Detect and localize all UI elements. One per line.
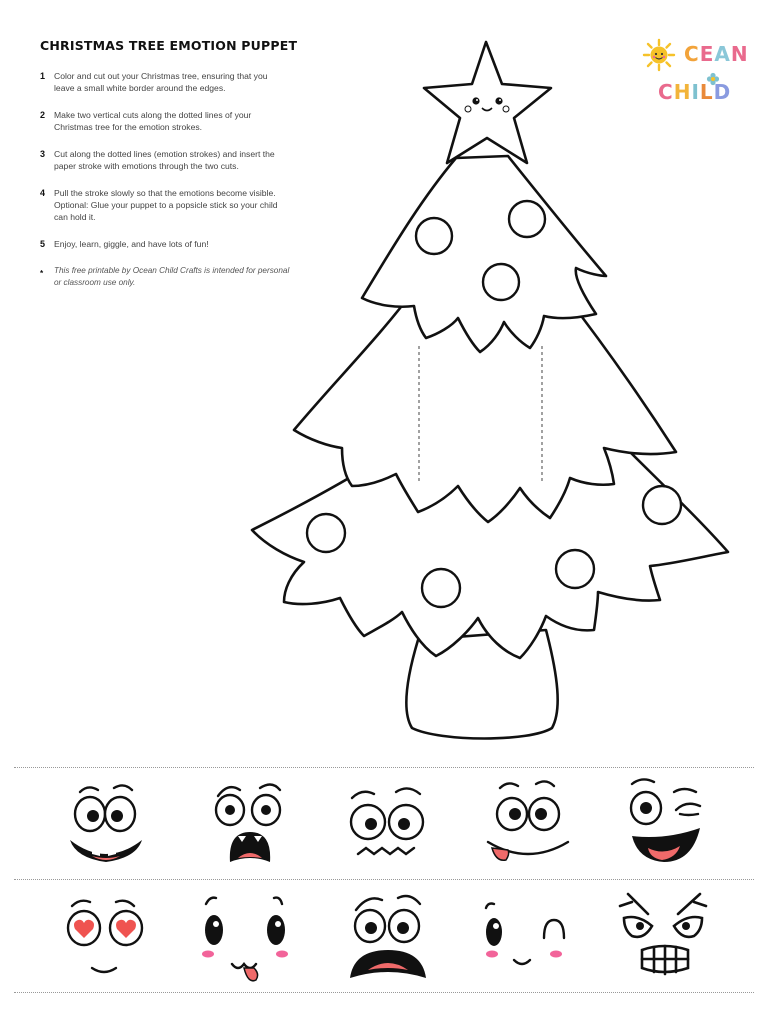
- step-text: Color and cut out your Christmas tree, ensuring that you leave a small white border around the edges.: [54, 71, 268, 93]
- face-wink-laugh: [618, 770, 718, 874]
- logo-letter: L: [699, 80, 714, 104]
- strip-cut-line: [14, 767, 754, 768]
- logo-letter: E: [699, 42, 715, 66]
- face-cute-tongue: [196, 884, 296, 988]
- face-silly-tongue: [478, 770, 578, 874]
- logo-letter: C: [684, 42, 700, 66]
- step-text: Make two vertical cuts along the dotted lines of your Christmas tree for the emotion strokes.: [54, 110, 252, 132]
- note-bullet: *: [40, 269, 44, 278]
- step-number: 5: [40, 239, 46, 249]
- step-text: Enjoy, learn, giggle, and have lots of fun!: [54, 239, 209, 249]
- step-number: 1: [40, 71, 46, 81]
- face-scared: [338, 884, 438, 988]
- page-title: CHRISTMAS TREE EMOTION PUPPET: [40, 38, 298, 53]
- face-shocked: [200, 770, 300, 874]
- note-text: This free printable by Ocean Child Crafts is intended for personal or classroom use only.: [54, 266, 290, 287]
- logo-letter: A: [714, 42, 731, 66]
- step-text: Cut along the dotted lines (emotion strokes) and insert the paper stroke with emotions through the two cuts.: [54, 149, 275, 171]
- tree-star: [424, 42, 551, 163]
- logo-letter: C: [658, 80, 674, 104]
- step-number: 2: [40, 110, 46, 120]
- face-angry: [614, 884, 714, 988]
- step-number: 3: [40, 149, 46, 159]
- step-text: Pull the stroke slowly so that the emotions become visible. Optional: Glue your puppet to a popsicle stick so your child can hold it.: [54, 188, 278, 222]
- face-content-wink: [474, 884, 574, 988]
- logo-letter: N: [730, 42, 749, 66]
- face-nervous: [338, 770, 438, 874]
- strip-cut-line: [14, 879, 754, 880]
- step-number: 4: [40, 188, 46, 198]
- strip-cut-line: [14, 992, 754, 993]
- logo-letter: D: [713, 80, 732, 104]
- logo-letter: H: [673, 80, 692, 104]
- face-heart-eyes: [56, 884, 156, 988]
- face-happy-grin: [56, 770, 156, 874]
- logo-letter: I: [691, 80, 700, 104]
